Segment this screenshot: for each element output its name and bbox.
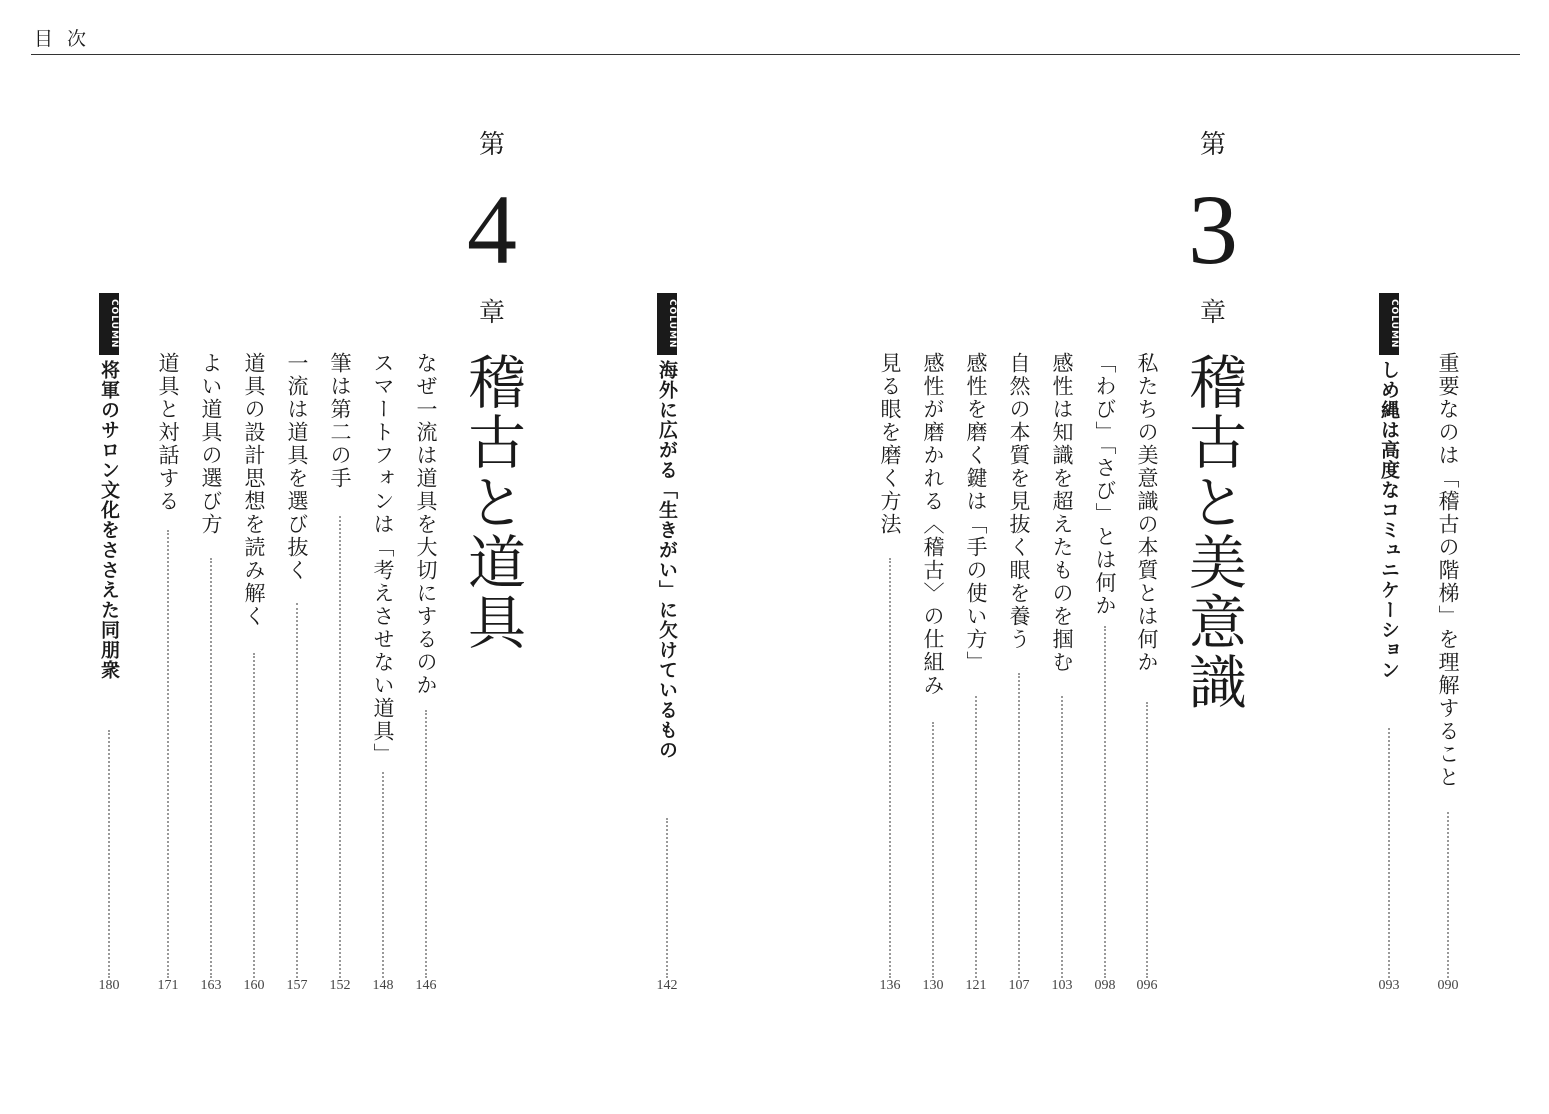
chapter-3-number: 3	[1188, 174, 1238, 285]
toc-entry-text: 重要なのは「稽古の階梯」を理解すること	[1436, 352, 1460, 789]
toc-page-number: 107	[1008, 978, 1030, 993]
toc-page-number: 152	[329, 978, 351, 993]
toc-entry-text: 自然の本質を見抜く眼を養う	[1007, 352, 1031, 651]
dot-leader	[108, 730, 110, 978]
toc-entry[interactable]	[875, 352, 905, 978]
toc-entry[interactable]	[282, 352, 312, 978]
dot-leader	[210, 558, 212, 978]
toc-entry-text: 道具の設計思想を読み解く	[242, 352, 266, 628]
column-badge: COLUMN	[1379, 293, 1399, 355]
toc-column-entry[interactable]	[1374, 360, 1404, 978]
toc-entry-text: 感性は知識を超えたものを掴む	[1050, 352, 1074, 674]
toc-entry[interactable]	[239, 352, 269, 978]
toc-entry-text: 感性が磨かれる〈稽古〉の仕組み	[921, 352, 945, 697]
toc-page-number: 180	[98, 978, 120, 993]
toc-entry[interactable]	[1004, 352, 1034, 978]
toc-entry-text: 見る眼を磨く方法	[878, 352, 902, 536]
toc-page-number: 171	[157, 978, 179, 993]
dot-leader	[1104, 626, 1106, 978]
toc-entry-text: 道具と対話する	[156, 352, 180, 513]
toc-page-number: 103	[1051, 978, 1073, 993]
dot-leader	[253, 653, 255, 978]
toc-page-number: 136	[879, 978, 901, 993]
dot-leader	[167, 530, 169, 978]
dot-leader	[339, 516, 341, 978]
chapter-4-sho: 章	[478, 298, 505, 328]
dot-leader	[425, 710, 427, 978]
dot-leader	[1061, 696, 1063, 978]
chapter-4-number: 4	[467, 174, 517, 285]
toc-page-number: 146	[415, 978, 437, 993]
page-header-title: 目次	[34, 28, 101, 50]
toc-page-number: 160	[243, 978, 265, 993]
dot-leader	[975, 696, 977, 978]
dot-leader	[666, 818, 668, 978]
chapter-3-sho: 章	[1199, 298, 1226, 328]
toc-entry[interactable]	[1047, 352, 1077, 978]
header-rule	[31, 54, 1520, 55]
toc-entry-text: 海外に広がる「生きがい」に欠けているもの	[656, 360, 678, 760]
dot-leader	[1146, 702, 1148, 978]
toc-page-number: 121	[965, 978, 987, 993]
chapter-3-title: 稽古と美意識	[1179, 352, 1247, 712]
dot-leader	[1018, 673, 1020, 978]
column-badge: COLUMN	[657, 293, 677, 355]
toc-page-number: 090	[1437, 978, 1459, 993]
dot-leader	[932, 722, 934, 978]
toc-column-entry[interactable]	[94, 360, 124, 978]
toc-page-number: 157	[286, 978, 308, 993]
toc-entry-text: 私たちの美意識の本質とは何か	[1135, 352, 1159, 674]
toc-entry[interactable]	[1132, 352, 1162, 978]
dot-leader	[382, 772, 384, 978]
dot-leader	[296, 603, 298, 978]
toc-entry-text: スマートフォンは「考えさせない道具」	[371, 352, 395, 766]
toc-entry[interactable]	[1433, 352, 1463, 978]
toc-entry[interactable]	[411, 352, 441, 978]
toc-entry-text: よい道具の選び方	[199, 352, 223, 536]
chapter-4-dai: 第	[478, 130, 505, 160]
toc-page-number: 096	[1136, 978, 1158, 993]
dot-leader	[1447, 812, 1449, 978]
toc-page-number: 148	[372, 978, 394, 993]
dot-leader	[889, 558, 891, 978]
chapter-4-title: 稽古と道具	[458, 352, 526, 652]
toc-entry-text: 感性を磨く鍵は「手の使い方」	[964, 352, 988, 674]
toc-entry-text: 一流は道具を選び抜く	[285, 352, 309, 582]
dot-leader	[1388, 728, 1390, 978]
toc-entry[interactable]	[196, 352, 226, 978]
toc-page-number: 163	[200, 978, 222, 993]
toc-page-number: 130	[922, 978, 944, 993]
toc-entry[interactable]	[368, 352, 398, 978]
toc-entry-text: 「わび」「さび」とは何か	[1093, 352, 1117, 618]
column-badge: COLUMN	[99, 293, 119, 355]
toc-entry-text: しめ縄は高度なコミュニケーション	[1378, 360, 1400, 680]
toc-entry-text: 筆は第二の手	[328, 352, 352, 490]
toc-entry[interactable]	[1090, 352, 1120, 978]
toc-column-entry[interactable]	[652, 360, 682, 978]
toc-page-number: 098	[1094, 978, 1116, 993]
toc-page-number: 093	[1378, 978, 1400, 993]
toc-entry[interactable]	[918, 352, 948, 978]
toc-entry-text: 将軍のサロン文化をささえた同朋衆	[98, 360, 120, 680]
toc-entry[interactable]	[325, 352, 355, 978]
toc-entry[interactable]	[961, 352, 991, 978]
chapter-3-dai: 第	[1199, 130, 1226, 160]
toc-page-number: 142	[656, 978, 678, 993]
toc-entry-text: なぜ一流は道具を大切にするのか	[414, 352, 438, 697]
toc-entry[interactable]	[153, 352, 183, 978]
